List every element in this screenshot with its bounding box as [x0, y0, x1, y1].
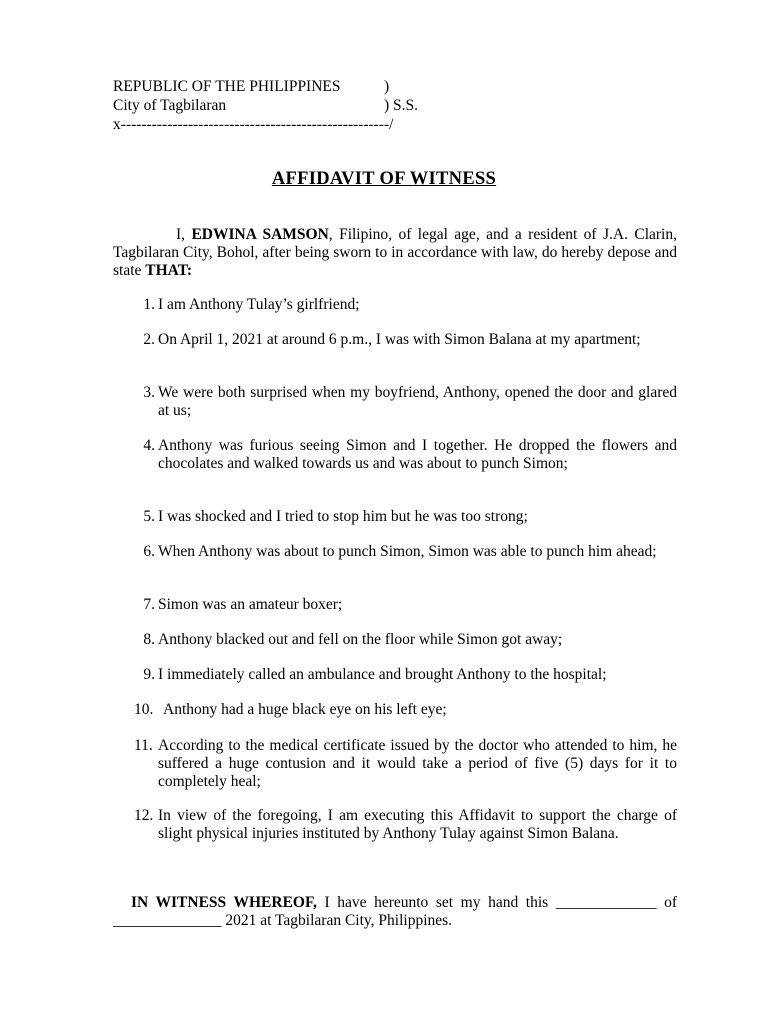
witness-body: I have hereunto set my hand this _____________ of ______________ 2021 at Tagbilaran City, Philippines. — [113, 894, 678, 929]
item-number: 1. — [143, 296, 155, 313]
witness-heading: IN WITNESS WHEREOF, — [131, 894, 317, 911]
witness-clause — [113, 894, 677, 930]
item-number: 4. — [143, 437, 155, 454]
item-text: On April 1, 2021 at around 6 p.m., I was with Simon Balana at my apartment; — [158, 331, 641, 348]
list-item — [113, 543, 677, 561]
list-item — [113, 331, 677, 349]
intro-prefix: I, — [176, 226, 192, 243]
intro-that: THAT: — [145, 262, 193, 279]
affiant-name: EDWINA SAMSON — [191, 226, 329, 243]
caption-city: City of Tagbilaran — [113, 97, 227, 114]
document-title: AFFIDAVIT OF WITNESS — [271, 169, 497, 189]
list-item — [113, 666, 677, 684]
item-text: In view of the foregoing, I am executing this Affidavit to support the charge of slight physical injuries instituted by Anthony Tulay against Simon Balana. — [158, 807, 677, 842]
item-number: 7. — [143, 596, 155, 613]
item-number: 9. — [143, 666, 155, 683]
list-item — [113, 701, 677, 719]
intro-body: , Filipino, of legal age, and a resident of J.A. Clarin, Tagbilaran City, Bohol, after being sworn to in accordance with law, do hereby depose and state — [113, 226, 677, 279]
caption-paren: ) — [384, 78, 390, 95]
item-text: Anthony blacked out and fell on the floor while Simon got away; — [158, 631, 563, 648]
item-number: 10. — [134, 701, 154, 718]
item-text: We were both surprised when my boyfriend, Anthony, opened the door and glared at us; — [158, 384, 677, 419]
caption-republic: REPUBLIC OF THE PHILIPPINES — [113, 78, 341, 95]
list-item — [113, 508, 677, 526]
list-item — [113, 437, 677, 473]
list-item — [113, 596, 677, 614]
item-text: I was shocked and I tried to stop him but he was too strong; — [158, 508, 528, 525]
item-number: 11. — [134, 737, 153, 754]
list-item — [113, 384, 677, 420]
item-number: 3. — [143, 384, 155, 401]
item-text: I immediately called an ambulance and brought Anthony to the hospital; — [158, 666, 607, 683]
item-number: 12. — [134, 807, 154, 824]
list-item — [113, 737, 677, 791]
caption-ss: ) S.S. — [384, 97, 419, 114]
list-item — [113, 631, 677, 649]
item-text: I am Anthony Tulay’s girlfriend; — [158, 296, 360, 313]
item-text: When Anthony was about to punch Simon, Simon was able to punch him ahead; — [158, 543, 657, 560]
item-text: Simon was an amateur boxer; — [158, 596, 343, 613]
item-text: According to the medical certificate issued by the doctor who attended to him, he suffered a huge contusion and it would take a period of five (5) days for it to completely heal; — [158, 737, 677, 790]
item-number: 8. — [143, 631, 155, 648]
item-text: Anthony had a huge black eye on his left eye; — [163, 701, 447, 718]
caption-separator: x----------------------------------------------------/ — [113, 116, 394, 133]
item-number: 2. — [143, 331, 155, 348]
list-item — [113, 807, 677, 843]
item-text: Anthony was furious seeing Simon and I together. He dropped the flowers and chocolates and walked towards us and was about to punch Simon; — [158, 437, 677, 472]
intro-paragraph — [113, 226, 677, 280]
list-item — [113, 296, 677, 314]
item-number: 5. — [143, 508, 155, 525]
item-number: 6. — [143, 543, 155, 560]
